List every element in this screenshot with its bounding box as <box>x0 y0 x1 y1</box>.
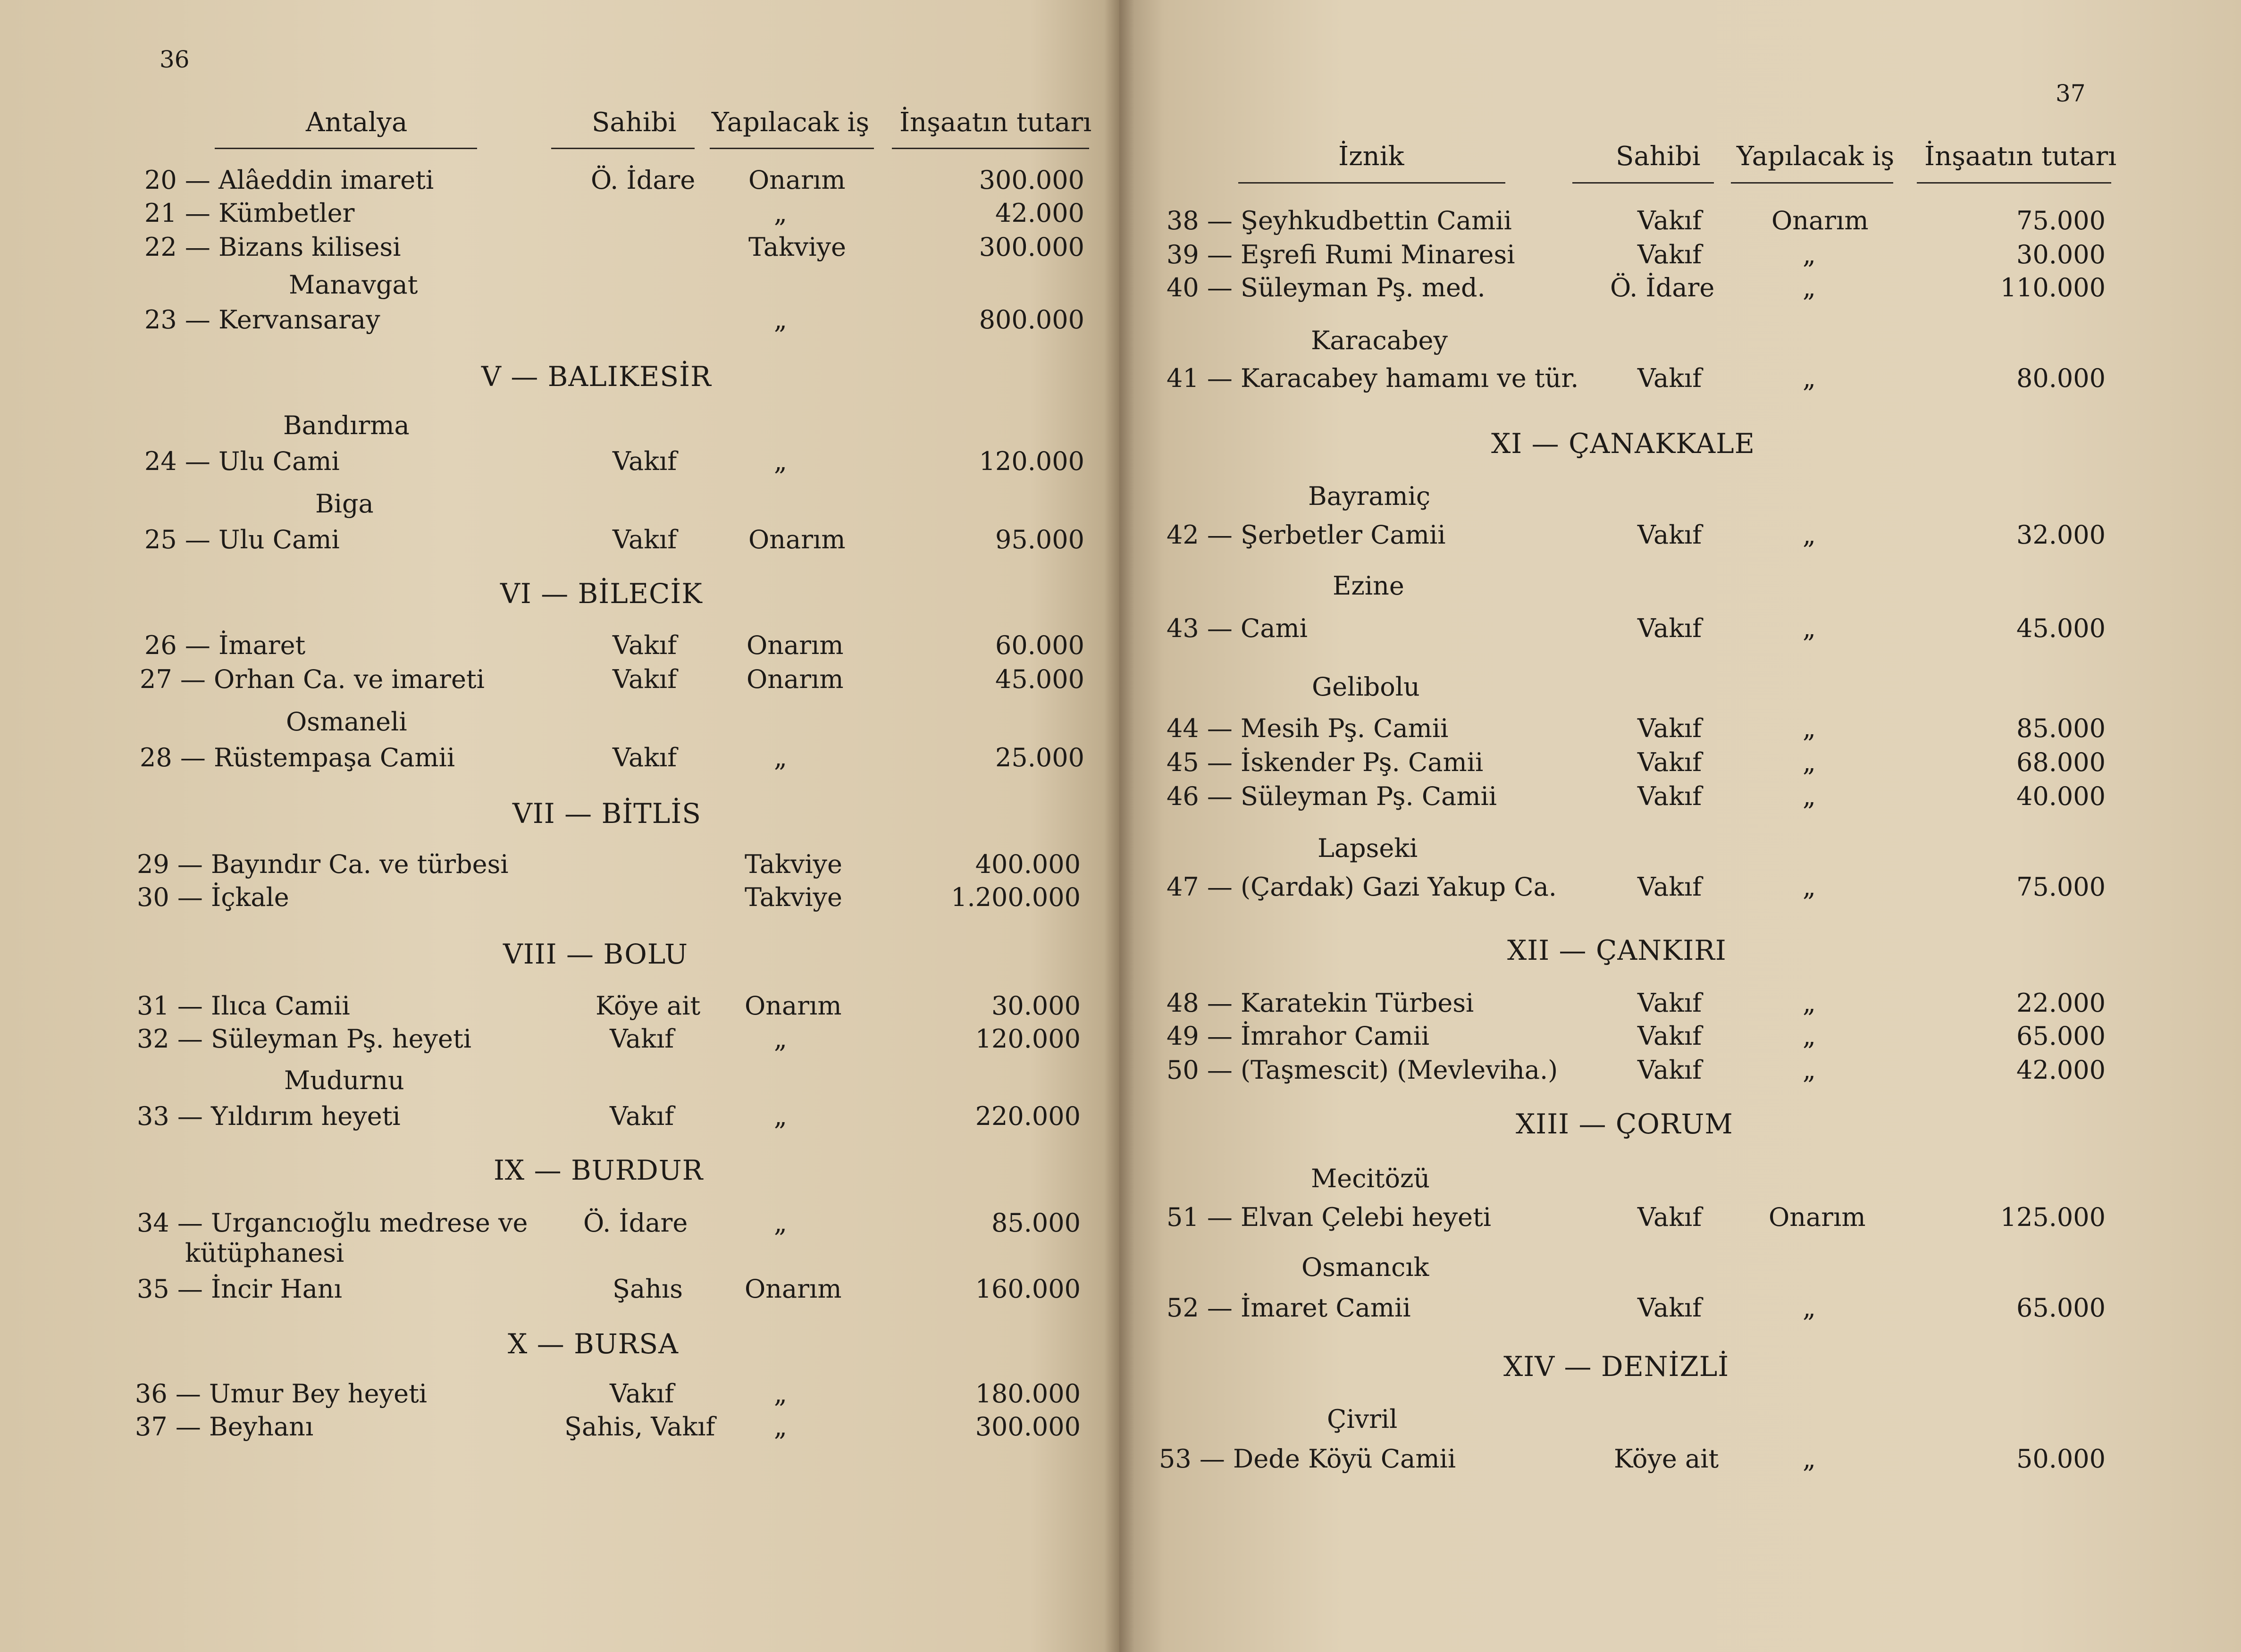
district-heading: Mudurnu <box>284 1065 404 1095</box>
entry-work: „ <box>774 1379 787 1409</box>
entry-name: 33 — Yıldırım heyeti <box>137 1101 401 1131</box>
entry-cost: 300.000 <box>979 232 1084 262</box>
column-header-work: Yapılacak iş <box>712 107 870 138</box>
entry-owner: Vakıf <box>1637 520 1702 550</box>
entry-name: 42 — Şerbetler Camii <box>1167 520 1446 550</box>
header-rule <box>1238 182 1505 184</box>
entry-owner: Ö. İdare <box>591 165 696 195</box>
entry-cost: 75.000 <box>2016 206 2106 235</box>
district-heading: Ezine <box>1333 571 1404 601</box>
province-heading: V — BALIKESİR <box>481 361 712 393</box>
entry-name: 53 — Dede Köyü Camii <box>1159 1444 1456 1474</box>
entry-cost: 180.000 <box>975 1379 1081 1409</box>
entry-work: „ <box>1803 872 1816 902</box>
entry-work: „ <box>774 1208 787 1238</box>
entry-work: Onarım <box>747 664 844 694</box>
entry-name: 38 — Şeyhkudbettin Camii <box>1167 206 1512 235</box>
entry-continuation: kütüphanesi <box>185 1238 344 1268</box>
entry-work: „ <box>774 305 787 335</box>
entry-name: 50 — (Taşmescit) (Mevleviha.) <box>1167 1055 1558 1085</box>
header-rule <box>1572 182 1714 184</box>
entry-name: 28 — Rüstempaşa Camii <box>140 743 455 772</box>
entry-owner: Vakıf <box>613 525 677 554</box>
entry-name: 23 — Kervansaray <box>144 305 380 335</box>
entry-owner: Vakıf <box>1637 747 1702 777</box>
entry-cost: 40.000 <box>2016 781 2106 811</box>
entry-work: Onarım <box>745 991 842 1021</box>
entry-name: 52 — İmaret Camii <box>1167 1293 1411 1323</box>
entry-cost: 32.000 <box>2016 520 2106 550</box>
district-heading: Biga <box>315 489 374 519</box>
entry-owner: Vakıf <box>1637 363 1702 393</box>
entry-cost: 800.000 <box>979 305 1084 335</box>
entry-cost: 220.000 <box>975 1101 1081 1131</box>
entry-cost: 120.000 <box>979 446 1084 476</box>
entry-name: 48 — Karatekin Türbesi <box>1167 988 1474 1018</box>
entry-name: 34 — Urgancıoğlu medrese ve <box>137 1208 528 1238</box>
district-heading: Bayramiç <box>1308 481 1431 511</box>
entry-owner: Vakıf <box>1637 1021 1702 1051</box>
entry-name: 47 — (Çardak) Gazi Yakup Ca. <box>1167 872 1557 902</box>
entry-owner: Vakıf <box>613 743 677 772</box>
province-heading: XII — ÇANKIRI <box>1507 934 1727 966</box>
entry-name: 25 — Ulu Cami <box>144 525 340 554</box>
entry-work: Onarım <box>747 630 844 660</box>
district-heading: Manavgat <box>289 270 418 300</box>
entry-owner: Vakıf <box>610 1379 674 1409</box>
header-rule <box>551 148 695 149</box>
entry-name: 46 — Süleyman Pş. Camii <box>1167 781 1497 811</box>
entry-name: 21 — Kümbetler <box>144 198 355 228</box>
entry-name: 26 — İmaret <box>144 630 306 660</box>
entry-owner: Şahıs <box>613 1274 683 1304</box>
entry-cost: 22.000 <box>2016 988 2106 1018</box>
entry-work: Onarım <box>748 525 846 554</box>
entry-work: „ <box>1803 1444 1816 1474</box>
entry-owner: Vakıf <box>613 446 677 476</box>
entry-owner: Vakıf <box>610 1101 674 1131</box>
district-heading: Osmaneli <box>286 707 407 737</box>
entry-work: „ <box>1803 713 1816 743</box>
province-heading: XIII — ÇORUM <box>1516 1108 1733 1140</box>
entry-cost: 45.000 <box>2016 613 2106 643</box>
district-heading: Karacabey <box>1311 326 1448 355</box>
province-heading: VII — BİTLİS <box>512 797 701 830</box>
entry-name: 41 — Karacabey hamamı ve tür. <box>1167 363 1579 393</box>
entry-owner: Vakıf <box>1637 872 1702 902</box>
entry-cost: 300.000 <box>975 1412 1081 1442</box>
entry-work: Takviye <box>748 232 846 262</box>
district-heading: Gelibolu <box>1312 672 1420 702</box>
entry-cost: 85.000 <box>991 1208 1081 1238</box>
entry-work: „ <box>774 1101 787 1131</box>
entry-name: 37 — Beyhanı <box>135 1412 314 1442</box>
entry-work: Onarım <box>1771 206 1869 235</box>
entry-owner: Vakıf <box>613 664 677 694</box>
province-heading: XI — ÇANAKKALE <box>1491 428 1755 460</box>
entry-name: 22 — Bizans kilisesi <box>144 232 401 262</box>
book-spine <box>1104 0 1134 1652</box>
entry-name: 30 — İçkale <box>137 882 289 912</box>
entry-name: 24 — Ulu Cami <box>144 446 340 476</box>
district-heading: Lapseki <box>1318 833 1418 863</box>
entry-work: „ <box>1803 520 1816 550</box>
entry-work: Onarım <box>1769 1202 1866 1232</box>
entry-cost: 65.000 <box>2016 1293 2106 1323</box>
entry-owner: Köye ait <box>1614 1444 1719 1474</box>
column-header-work: Yapılacak iş <box>1737 141 1895 172</box>
entry-name: 36 — Umur Bey heyeti <box>135 1379 427 1409</box>
entry-cost: 160.000 <box>975 1274 1081 1304</box>
entry-name: 31 — Ilıca Camii <box>137 991 350 1021</box>
entry-name: 49 — İmrahor Camii <box>1167 1021 1430 1051</box>
district-heading: Çivril <box>1327 1404 1398 1434</box>
entry-work: „ <box>1803 273 1816 302</box>
column-header-cost: İnşaatın tutarı <box>899 107 1092 138</box>
entry-work: „ <box>774 1024 787 1054</box>
entry-cost: 95.000 <box>995 525 1084 554</box>
page-number: 36 <box>159 46 190 73</box>
entry-name: 32 — Süleyman Pş. heyeti <box>137 1024 471 1054</box>
entry-owner: Vakıf <box>1637 988 1702 1018</box>
header-rule <box>892 148 1089 149</box>
header-rule <box>215 148 477 149</box>
entry-owner: Vakıf <box>1637 1293 1702 1323</box>
page-number: 37 <box>2056 80 2086 107</box>
entry-name: 43 — Cami <box>1167 613 1308 643</box>
left-page <box>0 0 1119 1652</box>
entry-name: 51 — Elvan Çelebi heyeti <box>1167 1202 1492 1232</box>
entry-owner: Ö. İdare <box>1610 273 1715 302</box>
entry-name: 44 — Mesih Pş. Camii <box>1167 713 1449 743</box>
entry-owner: Vakıf <box>1637 206 1702 235</box>
entry-cost: 300.000 <box>979 165 1084 195</box>
entry-name: 20 — Alâeddin imareti <box>144 165 434 195</box>
entry-work: „ <box>1803 240 1816 269</box>
entry-owner: Vakıf <box>610 1024 674 1054</box>
entry-cost: 25.000 <box>995 743 1084 772</box>
entry-work: Onarım <box>748 165 846 195</box>
entry-cost: 125.000 <box>2000 1202 2106 1232</box>
entry-owner: Vakıf <box>1637 1055 1702 1085</box>
entry-work: Onarım <box>745 1274 842 1304</box>
entry-owner: Vakıf <box>1637 781 1702 811</box>
entry-cost: 1.200.000 <box>951 882 1081 912</box>
entry-work: „ <box>1803 1055 1816 1085</box>
entry-work: „ <box>1803 1293 1816 1323</box>
column-header-city: İznik <box>1338 141 1404 172</box>
entry-cost: 110.000 <box>2000 273 2106 302</box>
entry-work: „ <box>774 446 787 476</box>
district-heading: Mecitözü <box>1311 1164 1430 1193</box>
column-header-owner: Sahibi <box>592 107 677 138</box>
entry-cost: 60.000 <box>995 630 1084 660</box>
entry-cost: 30.000 <box>991 991 1081 1021</box>
entry-work: „ <box>1803 363 1816 393</box>
province-heading: VIII — BOLU <box>503 938 688 970</box>
entry-cost: 50.000 <box>2016 1444 2106 1474</box>
province-heading: XIV — DENİZLİ <box>1503 1350 1729 1383</box>
entry-work: „ <box>1803 988 1816 1018</box>
entry-work: „ <box>1803 781 1816 811</box>
entry-cost: 68.000 <box>2016 747 2106 777</box>
column-header-city: Antalya <box>306 107 408 138</box>
entry-owner: Vakıf <box>1637 240 1702 269</box>
entry-cost: 30.000 <box>2016 240 2106 269</box>
entry-cost: 75.000 <box>2016 872 2106 902</box>
entry-name: 45 — İskender Pş. Camii <box>1167 747 1484 777</box>
entry-cost: 45.000 <box>995 664 1084 694</box>
district-heading: Bandırma <box>283 411 410 440</box>
entry-owner: Vakıf <box>1637 1202 1702 1232</box>
entry-cost: 65.000 <box>2016 1021 2106 1051</box>
province-heading: VI — BİLECİK <box>500 578 703 610</box>
column-header-owner: Sahibi <box>1616 141 1701 172</box>
province-heading: X — BURSA <box>508 1328 679 1360</box>
entry-cost: 80.000 <box>2016 363 2106 393</box>
header-rule <box>1731 182 1893 184</box>
entry-name: 35 — İncir Hanı <box>137 1274 342 1304</box>
entry-cost: 400.000 <box>975 849 1081 879</box>
entry-owner: Vakıf <box>1637 713 1702 743</box>
entry-cost: 42.000 <box>2016 1055 2106 1085</box>
entry-work: „ <box>774 743 787 772</box>
entry-name: 40 — Süleyman Pş. med. <box>1167 273 1486 302</box>
column-header-cost: İnşaatın tutarı <box>1924 141 2117 172</box>
entry-name: 39 — Eşrefi Rumi Minaresi <box>1167 240 1515 269</box>
entry-cost: 120.000 <box>975 1024 1081 1054</box>
province-heading: IX — BURDUR <box>494 1154 704 1186</box>
entry-owner: Vakıf <box>1637 613 1702 643</box>
header-rule <box>1917 182 2111 184</box>
entry-work: „ <box>774 1412 787 1442</box>
entry-work: Takviye <box>745 882 842 912</box>
header-rule <box>710 148 874 149</box>
entry-owner: Vakıf <box>613 630 677 660</box>
entry-work: Takviye <box>745 849 842 879</box>
district-heading: Osmancık <box>1301 1252 1429 1282</box>
entry-owner: Köye ait <box>596 991 701 1021</box>
entry-work: „ <box>774 198 787 228</box>
entry-cost: 85.000 <box>2016 713 2106 743</box>
entry-owner: Şahis, Vakıf <box>564 1412 715 1442</box>
entry-name: 27 — Orhan Ca. ve imareti <box>140 664 485 694</box>
entry-work: „ <box>1803 1021 1816 1051</box>
entry-work: „ <box>1803 747 1816 777</box>
right-page <box>1119 0 2241 1652</box>
entry-cost: 42.000 <box>995 198 1084 228</box>
entry-work: „ <box>1803 613 1816 643</box>
entry-name: 29 — Bayındır Ca. ve türbesi <box>137 849 509 879</box>
entry-owner: Ö. İdare <box>583 1208 688 1238</box>
